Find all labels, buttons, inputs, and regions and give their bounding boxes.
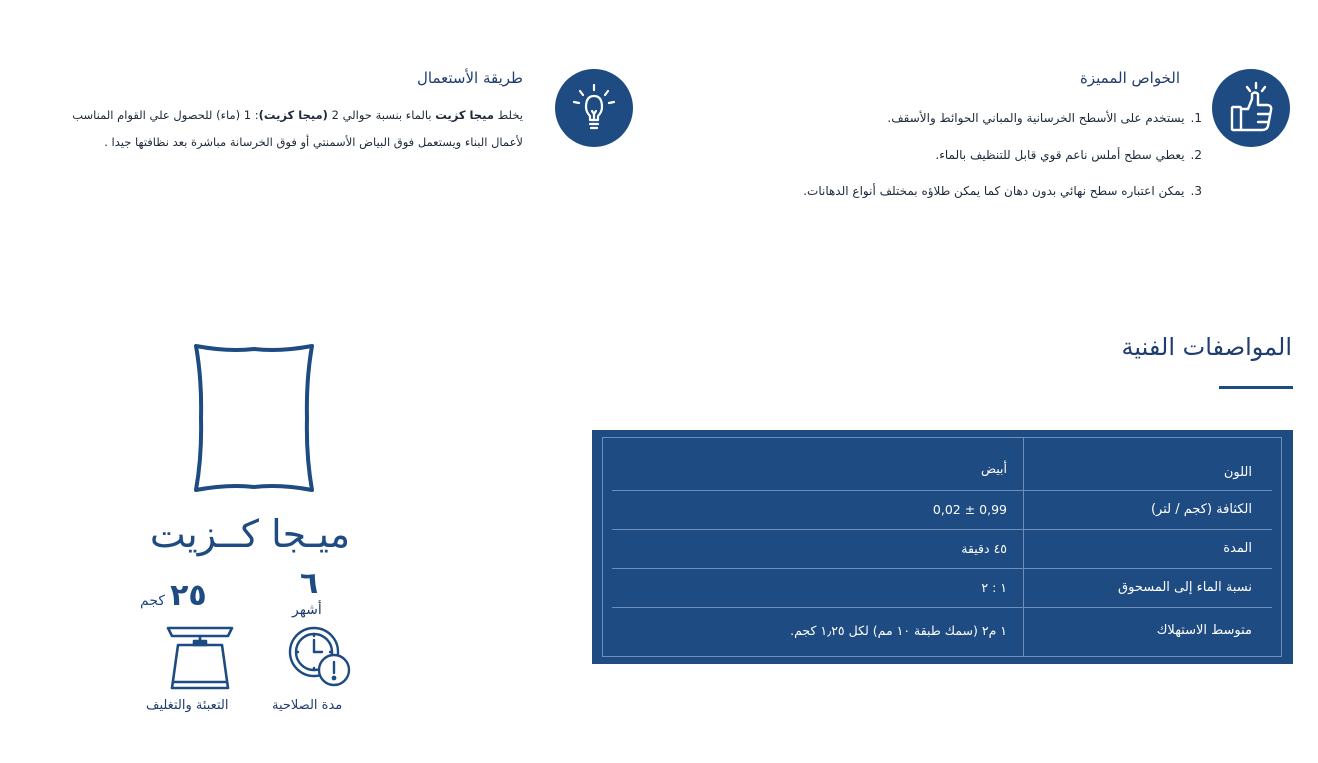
feature-item-number: 2. <box>1190 148 1202 162</box>
packaging-label: التعبئة والتغليف <box>146 698 229 713</box>
lightbulb-icon <box>555 69 633 147</box>
spec-divider <box>612 607 1272 608</box>
scale-icon <box>164 622 236 694</box>
specs-table <box>592 430 1293 664</box>
specs-title: المواصفات الفنية <box>1121 333 1292 361</box>
usage-text-part: : 1 (ماء) للحصول علي القوام المناسب <box>72 108 259 122</box>
spec-label: المدة <box>1223 541 1252 556</box>
spec-value: 0,99 ± 0,02 <box>932 502 1007 517</box>
weight-info <box>140 578 207 613</box>
feature-item-text: يمكن اعتباره سطح نهائي بدون دهان كما يمكن طلاؤه بمختلف أنواع الدهانات. <box>803 184 1185 198</box>
feature-item-text: يستخدم على الأسطح الخرسانية والمباني الحوائط والأسقف. <box>887 111 1185 125</box>
usage-description <box>23 102 523 156</box>
feature-item-number: 3. <box>1190 184 1202 198</box>
features-title: الخواص المميزة <box>1080 69 1180 87</box>
lightbulb-badge <box>555 69 633 147</box>
spec-row-density <box>602 491 1262 529</box>
spec-label: متوسط الاستهلاك <box>1156 623 1252 638</box>
usage-text-part: يخلط <box>493 108 523 122</box>
usage-line-2: لأعمال البناء ويستعمل فوق البياض الأسمنتي أو فوق الخرسانة مباشرة بعد نظافتها جيدا . <box>104 135 523 149</box>
spec-value: أبيض <box>980 461 1007 476</box>
thumbs-up-badge <box>1212 69 1290 147</box>
spec-label: اللون <box>1223 465 1252 480</box>
weight-number: ٢٥ <box>170 578 207 613</box>
product-ratio-bold: (ميجا كزيت) <box>258 108 328 122</box>
clock-alert-icon <box>286 624 356 690</box>
spec-row-consumption <box>602 612 1262 650</box>
shelf-life-number: ٦ <box>300 566 319 601</box>
spec-value: ٤٥ دقيقة <box>961 541 1007 556</box>
feature-item-2 <box>935 148 1202 162</box>
spec-row-water-ratio <box>602 569 1262 607</box>
bag-icon <box>188 340 320 498</box>
spec-label: الكثافة (كجم / لتر) <box>1150 502 1252 517</box>
usage-line-1 <box>23 102 523 129</box>
spec-label: نسبة الماء إلى المسحوق <box>1118 580 1252 595</box>
usage-title: طريقة الأستعمال <box>417 69 523 87</box>
feature-item-3 <box>803 184 1202 198</box>
usage-text-part: بالماء بنسبة حوالي 2 <box>327 108 436 122</box>
feature-item-number: 1. <box>1190 111 1202 125</box>
product-name: ميـجا كــزيت <box>149 512 351 556</box>
shelf-life-label: مدة الصلاحية <box>272 698 343 713</box>
spec-value: ١ : ٢ <box>981 580 1007 595</box>
feature-item-1 <box>887 111 1202 125</box>
specs-title-underline <box>1219 386 1293 389</box>
feature-item-text: يعطي سطح أملس ناعم قوي قابل للتنظيف بالماء. <box>935 148 1185 162</box>
weight-unit: كجم <box>140 593 166 609</box>
spec-row-color <box>602 446 1262 488</box>
shelf-life-unit: أشهر <box>292 602 322 618</box>
spec-value: ١ م٢ (سمك طبقة ١٠ مم) لكل ١٫٢٥ كجم. <box>790 623 1007 638</box>
product-name-bold: ميجا كزيت <box>435 108 494 122</box>
thumbs-up-icon <box>1212 69 1290 147</box>
spec-row-duration <box>602 530 1262 568</box>
